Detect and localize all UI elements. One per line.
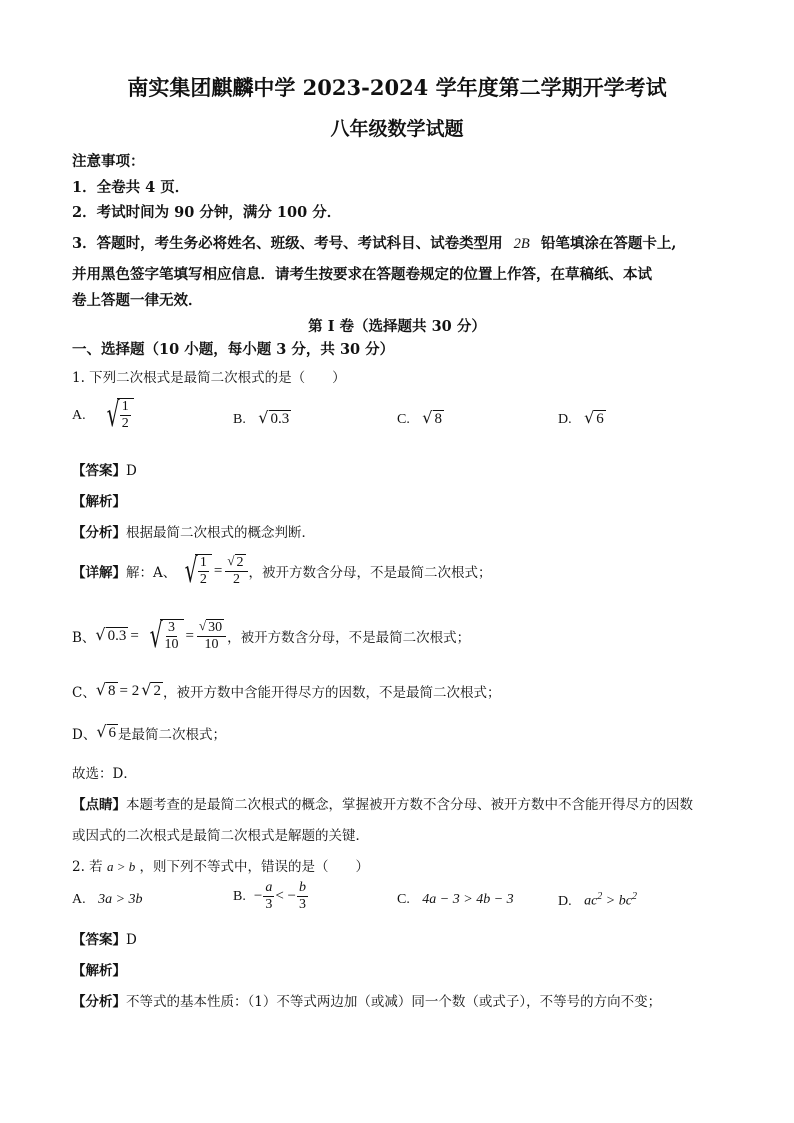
- q1-a-denominator: 2: [121, 416, 129, 432]
- q1-option-b-radical: √ 0.3: [258, 408, 290, 427]
- q1-detail-d-radicand: 6: [108, 725, 117, 741]
- q2-fenxi-text: 不等式的基本性质：（1）不等式两边加（或减）同一个数（或式子），不等号的方向不变；: [126, 994, 662, 1010]
- q1-detail-a-frac2: √ 2 2: [225, 554, 247, 588]
- q2-option-b-frac1: [263, 880, 274, 913]
- q2-answer: [72, 928, 137, 948]
- note-item-1: 1．全卷共 4 页．: [72, 179, 190, 196]
- note-item-3-line-3: 卷上答题一律无效．: [72, 292, 203, 309]
- q2-answer-tag: 【答案】: [72, 932, 126, 948]
- q1-detail-b-num1: 3: [166, 620, 177, 637]
- q1-detail-a-den1: 2: [199, 572, 207, 588]
- q2-stem-condition: a > b: [106, 859, 136, 874]
- q1-detail-b-equals: =: [130, 627, 139, 644]
- q1-conclusion: 故选：D．: [72, 766, 137, 782]
- q1-fenxi-text: 根据最简二次根式的概念判断．: [126, 525, 315, 541]
- q1-detail-a-den2: 2: [232, 572, 240, 588]
- q2-answer-value: D: [126, 932, 137, 948]
- q1-analysis-tag: 【解析】: [72, 494, 126, 510]
- q1-detail-b-num2: 30: [208, 620, 223, 635]
- q1-detail-b-radical1: √ 0.3: [95, 625, 127, 645]
- q2-option-a-label: A.: [72, 892, 86, 907]
- notes-heading: 注意事项：: [72, 153, 145, 170]
- q1-option-a: [72, 395, 134, 435]
- q2-option-b-label: B.: [233, 888, 246, 904]
- q1-b-radicand: 0.3: [270, 411, 290, 427]
- q1-detail-c-equals: = 2: [119, 682, 140, 699]
- q1-detail-c-radicand2: 2: [153, 683, 161, 699]
- q2-stem: [72, 855, 369, 875]
- q1-detail-b-suffix: ，被开方数含分母，不是最简二次根式；: [227, 630, 471, 647]
- q2-b-den2: 3: [298, 897, 306, 913]
- q1-detail-c-radical1: √ 8: [95, 680, 116, 699]
- note-item-2: 2．考试时间为 90 分钟，满分 100 分．: [72, 204, 342, 221]
- q1-option-d: [558, 410, 606, 428]
- q2-option-d-label: D.: [558, 893, 572, 909]
- volume-title: 第 I 卷（选择题共 30 分）: [308, 318, 486, 335]
- q1-option-b: [233, 410, 291, 428]
- q2-b-num2: b: [297, 880, 308, 897]
- q1-answer-tag: 【答案】: [72, 463, 126, 479]
- q1-xiangjie-tag: 【详解】: [72, 565, 126, 582]
- q1-detail-a: [72, 551, 492, 591]
- q1-c-radicand: 8: [434, 411, 442, 427]
- q1-stem: 1. 下列二次根式是最简二次根式的是（ ）: [72, 370, 346, 386]
- q2-option-d-bc: > bc: [602, 893, 632, 909]
- q2-option-d: [558, 891, 637, 910]
- q2-option-d-exp1: 2: [597, 891, 603, 902]
- q2-b-num1: a: [263, 880, 274, 897]
- q1-detail-a-radical: √ $\frac{1}{2}$: [176, 554, 212, 588]
- q1-detail-a-suffix: ，被开方数含分母，不是最简二次根式；: [248, 565, 492, 582]
- q1-option-c: [397, 410, 444, 428]
- q2-option-a: [72, 891, 143, 908]
- q1-fenxi: [72, 521, 315, 541]
- q2-option-b: [233, 880, 309, 913]
- q1-dianjing: [72, 793, 693, 813]
- q1-detail-d: [72, 723, 226, 743]
- q1-dianjing-line-1: 本题考查的是最简二次根式的概念，掌握被开方数不含分母、被开方数中不含能开得尽方的因数: [126, 797, 693, 813]
- q2-option-c-label: C.: [397, 892, 410, 907]
- note-item-3: [72, 232, 676, 253]
- q1-detail-d-prefix: D、: [72, 727, 97, 743]
- q2-option-b-lt: < −: [275, 888, 296, 905]
- q1-detail-b: [72, 616, 471, 656]
- q2-option-c: [397, 891, 514, 908]
- note-item-3-text-b: 铅笔填涂在答题卡上,: [540, 235, 677, 252]
- q1-d-radicand: 6: [596, 411, 604, 427]
- q2-option-d-exp2: 2: [631, 891, 637, 902]
- q1-detail-a-num2: 2: [236, 555, 244, 570]
- q2-fenxi-tag: 【分析】: [72, 994, 126, 1010]
- q1-option-c-label: C.: [397, 412, 410, 427]
- q1-detail-c-radical2: √ 2: [141, 680, 161, 699]
- q2-b-den1: 3: [265, 897, 273, 913]
- q1-detail-a-equals: =: [213, 562, 223, 579]
- q2-option-b-neg: −: [253, 888, 263, 905]
- exam-title: 南实集团麒麟中学 2023-2024 学年度第二学期开学考试: [127, 75, 667, 100]
- q2-option-c-expr: 4a − 3 > 4b − 3: [422, 892, 514, 907]
- exam-subtitle: 八年级数学试题: [330, 118, 464, 140]
- note-item-3-pencil: 2B: [513, 236, 530, 252]
- q2-option-a-expr: 3a > 3b: [98, 892, 143, 907]
- q2-stem-a: 2. 若: [72, 859, 103, 875]
- q1-detail-c: [72, 681, 500, 701]
- q1-a-numerator: 1: [120, 399, 131, 416]
- q1-option-a-label: A.: [72, 408, 86, 424]
- q1-detail-c-radicand1: 8: [108, 683, 116, 699]
- q1-detail-b-frac2: √ 30 10: [197, 619, 226, 653]
- q1-detail-d-suffix: 是最简二次根式；: [118, 727, 227, 743]
- q1-detail-b-radical2: √ $\frac{3}{10}$: [141, 619, 184, 653]
- q1-detail-c-prefix: C、: [72, 685, 96, 701]
- q1-detail-a-prefix: 解：A、: [126, 565, 177, 582]
- q1-detail-b-den2: 10: [204, 637, 219, 653]
- q1-detail-b-radicand1: 0.3: [107, 628, 127, 645]
- part-title: 一、选择题（10 小题，每小题 3 分，共 30 分）: [72, 341, 395, 358]
- q1-option-d-label: D.: [558, 412, 572, 427]
- q1-detail-c-suffix: ，被开方数中含能开得尽方的因数，不是最简二次根式；: [162, 685, 501, 701]
- q1-dianjing-line-2: 或因式的二次根式是最简二次根式是解题的关键．: [72, 828, 369, 844]
- q2-option-d-ac: ac: [584, 893, 598, 909]
- q1-fenxi-tag: 【分析】: [72, 525, 126, 541]
- q1-detail-b-equals2: =: [185, 627, 194, 644]
- q1-detail-b-den1: 10: [164, 637, 179, 653]
- q1-option-d-radical: √ 6: [584, 408, 604, 427]
- note-item-3-text-a: 3．答题时，考生务必将姓名、班级、考号、考试科目、试卷类型用: [72, 235, 503, 252]
- note-item-3-line-2: 并用黑色签字笔填写相应信息．请考生按要求在答题卷规定的位置上作答，在草稿纸、本试: [72, 266, 652, 283]
- q1-dianjing-tag: 【点睛】: [72, 797, 126, 813]
- q2-analysis-tag: 【解析】: [72, 963, 126, 979]
- q1-detail-a-num1: 1: [198, 555, 209, 572]
- q1-detail-d-radical: √ 6: [96, 722, 117, 741]
- q2-option-b-frac2: [297, 880, 308, 913]
- q1-option-c-radical: √ 8: [422, 408, 442, 427]
- q1-detail-b-prefix: B、: [72, 630, 96, 647]
- q2-fenxi: [72, 990, 661, 1010]
- q1-option-b-label: B.: [233, 412, 246, 427]
- q1-option-a-radical: √ $\frac{1}{2}$: [98, 398, 134, 432]
- q2-stem-b: ，则下列不等式中，错误的是（ ）: [139, 859, 370, 875]
- q1-answer-value: D: [126, 463, 137, 479]
- q1-answer: [72, 459, 137, 479]
